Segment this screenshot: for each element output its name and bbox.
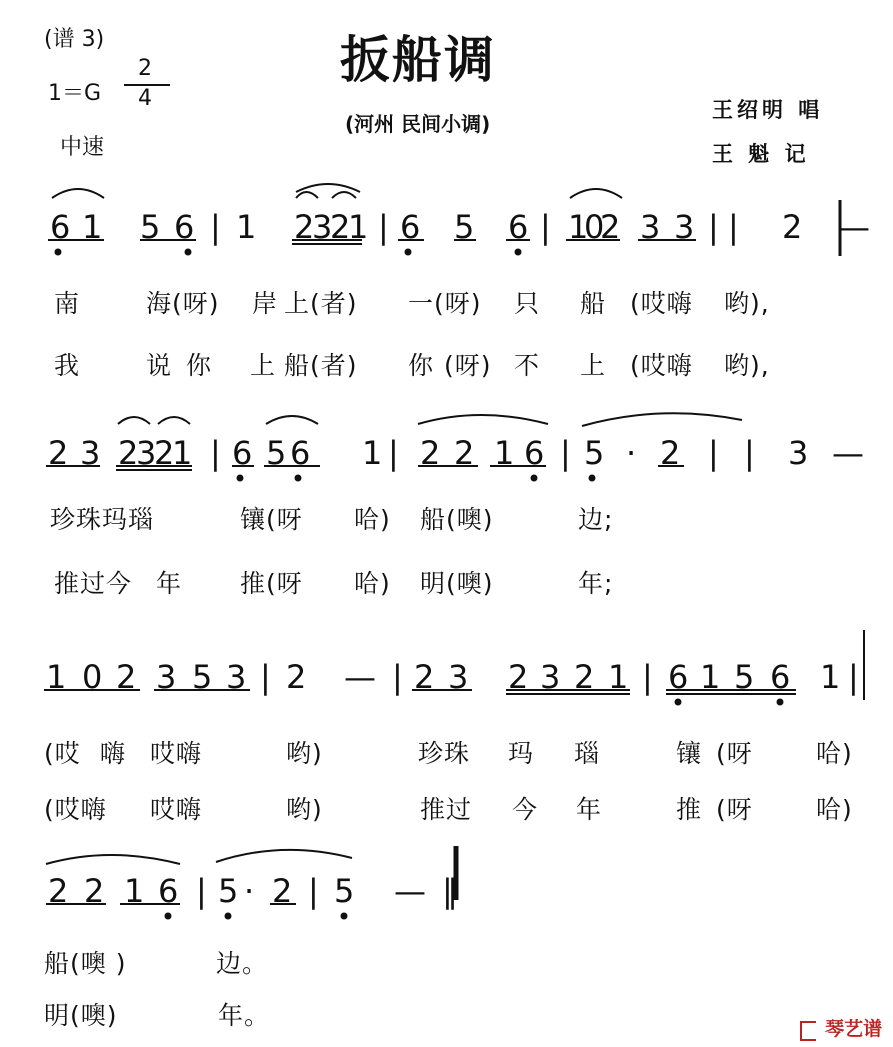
lyric: 你 — [408, 351, 435, 380]
singer-credit: 王绍明 唱 — [712, 98, 824, 122]
lyric: (哎嗨 — [630, 351, 693, 380]
lyric-line-4a — [0, 944, 893, 978]
key-signature: 1＝G — [48, 81, 102, 106]
barline: | — [388, 434, 399, 472]
lyric: 船 — [580, 289, 607, 318]
dot: · — [626, 434, 637, 472]
lyric: 说 — [146, 351, 173, 380]
note: 3 — [136, 434, 157, 472]
lyric: 珍珠 — [418, 739, 471, 768]
note: 2 — [600, 208, 621, 246]
slur — [216, 850, 352, 862]
lyric-line-1b — [0, 346, 893, 380]
time-signature-top: 2 — [138, 56, 152, 81]
slur — [332, 192, 356, 198]
lyric: 年。 — [218, 1001, 271, 1030]
note: 2 — [420, 434, 441, 472]
lyric: 船(者) — [284, 351, 358, 380]
barline: | — [708, 208, 719, 246]
barline: | — [560, 434, 571, 472]
lyric: (哎 — [44, 739, 81, 768]
note: 2 — [272, 872, 293, 910]
lyric: 岸 — [252, 289, 279, 318]
slur — [266, 416, 318, 424]
lyric: (哎嗨 — [630, 289, 693, 318]
note: 5 — [218, 872, 239, 910]
final-barline: ‖ — [442, 872, 458, 910]
lyric: 哟) — [286, 795, 323, 824]
lyric: 明(噢) — [420, 569, 494, 598]
slur — [570, 189, 622, 198]
lyric-line-2a — [0, 500, 893, 534]
note: | — [728, 208, 739, 246]
time-signature-bottom: 4 — [138, 86, 152, 111]
notation-row-2 — [0, 434, 893, 474]
lyric: 年; — [578, 569, 614, 598]
note: 6 — [508, 208, 529, 246]
octave-dot — [532, 476, 537, 481]
octave-dot — [676, 700, 681, 705]
dot: · — [244, 872, 255, 910]
note: 6 — [232, 434, 253, 472]
lyric-line-4b — [0, 996, 893, 1030]
octave-dot — [186, 250, 191, 255]
note: 1 — [820, 658, 841, 696]
note: 5 — [734, 658, 755, 696]
lyric: 推(呀 — [240, 569, 303, 598]
note: 6 — [174, 208, 195, 246]
note: 5 — [192, 658, 213, 696]
watermark-text: 琴艺谱 — [825, 1018, 883, 1040]
tempo-marking: 中速 — [60, 135, 105, 160]
barline: — — [838, 208, 870, 246]
note: 2 — [286, 658, 307, 696]
octave-dot — [516, 250, 521, 255]
note: 5 — [266, 434, 287, 472]
note: 3 — [312, 208, 333, 246]
slur — [418, 415, 548, 424]
note: 2 — [454, 434, 475, 472]
lyric: 边。 — [216, 949, 269, 978]
octave-dot — [226, 914, 231, 919]
barline: | — [540, 208, 551, 246]
notation-row-3 — [0, 658, 893, 698]
note: 1 — [568, 208, 589, 246]
note: 0 — [82, 658, 103, 696]
note: 3 — [80, 434, 101, 472]
note: 1 — [236, 208, 257, 246]
lyric: 镶 — [676, 739, 703, 768]
note: 5 — [140, 208, 161, 246]
dash: 3 — [788, 434, 809, 472]
note: 3 — [156, 658, 177, 696]
lyric-line-1a — [0, 284, 893, 318]
notation-row-1 — [0, 208, 893, 248]
note: 1 — [362, 434, 383, 472]
barline: | — [210, 434, 221, 472]
octave-dot — [56, 250, 61, 255]
barline: | — [210, 208, 221, 246]
watermark — [800, 1014, 882, 1041]
note: 1 — [124, 872, 145, 910]
lyric: 瑙 — [574, 739, 601, 768]
note: 3 — [226, 658, 247, 696]
note: 2 — [48, 434, 69, 472]
octave-dot — [238, 476, 243, 481]
barline: | — [392, 658, 403, 696]
note: 0 — [584, 208, 605, 246]
note: 6 — [770, 658, 791, 696]
lyric: 哟) — [286, 739, 323, 768]
note: 1 — [46, 658, 67, 696]
note: 2 — [660, 434, 681, 472]
lyric: 年 — [576, 795, 603, 824]
lyric: 上 — [580, 351, 607, 380]
lyric-line-2b — [0, 564, 893, 598]
note: 2 — [574, 658, 595, 696]
barline: | — [642, 658, 653, 696]
note: 2 — [118, 434, 139, 472]
score-reference: (谱 3) — [44, 27, 105, 52]
lyric: 你 — [186, 351, 213, 380]
lyric: (呀 — [716, 739, 753, 768]
lyric: 嗨 — [100, 739, 127, 768]
lyric: 船(噢 ) — [44, 949, 127, 978]
recorder-credit: 王 魁 记 — [712, 142, 810, 166]
note: 6 — [50, 208, 71, 246]
note: 3 — [448, 658, 469, 696]
slur — [158, 417, 190, 424]
note: 6 — [524, 434, 545, 472]
lyric: 海(呀) — [146, 289, 220, 318]
lyric: 船(噢) — [420, 505, 494, 534]
song-title: 扳船调 — [340, 31, 496, 89]
note: 2 — [414, 658, 435, 696]
note: 6 — [668, 658, 689, 696]
lyric: 哟), — [724, 289, 770, 318]
barline: | — [708, 434, 719, 472]
note: 2 — [48, 872, 69, 910]
lyric: 哟), — [724, 351, 770, 380]
octave-dot — [590, 476, 595, 481]
note: 1 — [172, 434, 193, 472]
lyric: 哈) — [354, 505, 391, 534]
note: 2 — [508, 658, 529, 696]
barline: | — [378, 208, 389, 246]
lyric: 今 — [512, 795, 539, 824]
note: 5 — [584, 434, 605, 472]
lyric: 哈) — [816, 739, 853, 768]
note: 2 — [84, 872, 105, 910]
barline: | — [848, 658, 859, 696]
lyric: 镶(呀 — [240, 505, 303, 534]
lyric: 玛 — [508, 739, 535, 768]
barline: | — [196, 872, 207, 910]
lyric: 推过今 — [54, 569, 133, 598]
lyric: 珍珠玛瑙 — [50, 505, 155, 534]
note: 3 — [640, 208, 661, 246]
barline: | — [308, 872, 319, 910]
octave-dot — [342, 914, 347, 919]
note: 6 — [400, 208, 421, 246]
lyric: (呀) — [444, 351, 492, 380]
slur — [52, 189, 104, 198]
note: 1 — [494, 434, 515, 472]
lyric: 明(噢) — [44, 1001, 118, 1030]
note: 1 — [82, 208, 103, 246]
lyric: 上 — [250, 351, 277, 380]
octave-dot — [778, 700, 783, 705]
lyric: 哈) — [354, 569, 391, 598]
lyric: 只 — [514, 289, 541, 318]
note: 2 — [116, 658, 137, 696]
lyric: 哈) — [816, 795, 853, 824]
lyric: 哎嗨 — [150, 739, 203, 768]
watermark-logo-icon — [800, 1021, 816, 1041]
note: 1 — [608, 658, 629, 696]
lyric: 一(呀) — [408, 289, 482, 318]
lyric: (哎嗨 — [44, 795, 107, 824]
lyric-line-3b — [0, 790, 893, 824]
octave-dot — [166, 914, 171, 919]
lyric: 不 — [514, 351, 541, 380]
barline: — — [832, 434, 864, 472]
note: 1 — [348, 208, 369, 246]
lyric: (呀 — [716, 795, 753, 824]
slur — [118, 417, 150, 424]
lyric: 推过 — [420, 795, 473, 824]
lyric-line-3a — [0, 734, 893, 768]
note: 3 — [540, 658, 561, 696]
lyric: 南 — [54, 289, 81, 318]
octave-dot — [296, 476, 301, 481]
note: 1 — [700, 658, 721, 696]
note: 3 — [674, 208, 695, 246]
lyric: 上(者) — [284, 289, 358, 318]
lyric: 边; — [578, 505, 614, 534]
note: | — [744, 434, 755, 472]
note: 2 — [330, 208, 351, 246]
slur — [46, 855, 180, 864]
dash: — — [394, 872, 426, 910]
lyric: 推 — [676, 795, 703, 824]
note: 5 — [454, 208, 475, 246]
note: 6 — [290, 434, 311, 472]
notation-row-4 — [0, 872, 893, 912]
dash: — — [344, 658, 376, 696]
slur — [582, 413, 742, 426]
note: 5 — [334, 872, 355, 910]
lyric: 我 — [54, 351, 81, 380]
barline: | — [260, 658, 271, 696]
lyric: 哎嗨 — [150, 795, 203, 824]
slur — [296, 192, 318, 198]
dash: 2 — [782, 208, 803, 246]
note: 2 — [154, 434, 175, 472]
slur — [296, 184, 360, 192]
lyric: 年 — [156, 569, 183, 598]
octave-dot — [406, 250, 411, 255]
note: 6 — [158, 872, 179, 910]
song-subtitle: (河州 民间小调) — [345, 112, 491, 136]
note: 2 — [294, 208, 315, 246]
